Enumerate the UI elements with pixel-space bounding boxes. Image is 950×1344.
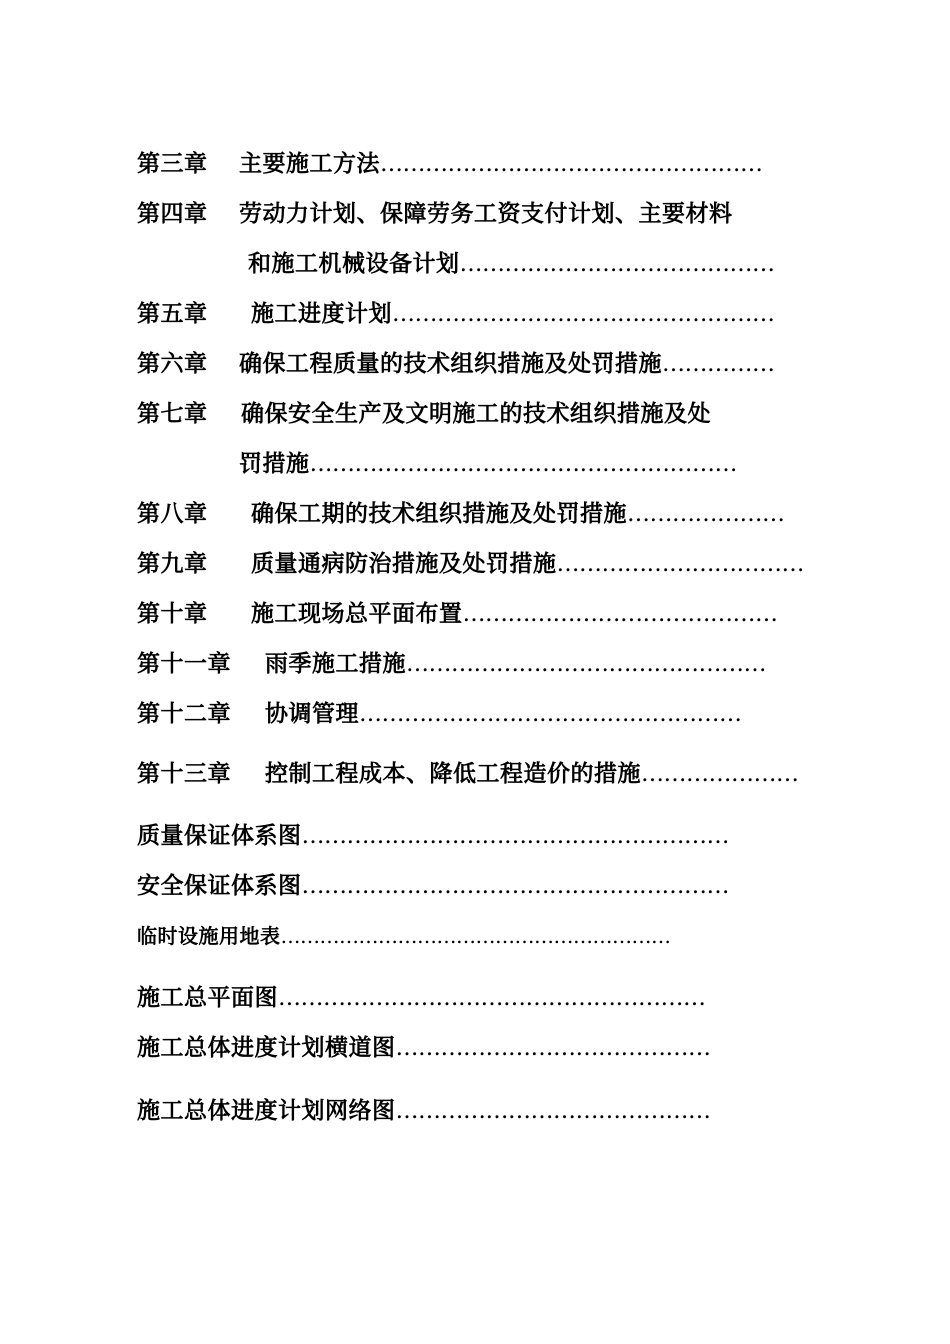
chapter-title: 主要施工方法 [239, 150, 380, 177]
dot-leader: ………………… [627, 501, 785, 527]
chapter-title: 确保安全生产及文明施工的技术组织措施及处 [241, 400, 711, 427]
dot-leader: …………………………………………… [380, 151, 763, 177]
chapter-number: 第八章 [137, 500, 208, 527]
toc-entry-chapter-3[interactable] [137, 149, 763, 179]
chapter-number: 第十三章 [137, 760, 231, 787]
toc-entry-safety-system-chart[interactable] [137, 871, 729, 901]
toc-entry-quality-system-chart[interactable] [137, 821, 729, 851]
toc-entry-temporary-facilities-table[interactable] [137, 921, 671, 951]
entry-title: 施工总平面图 [137, 984, 278, 1011]
chapter-number: 第十一章 [137, 650, 231, 677]
entry-title: 施工总体进度计划网络图 [137, 1097, 396, 1124]
chapter-number: 第九章 [137, 550, 208, 577]
toc-entry-chapter-9[interactable] [137, 549, 804, 579]
toc-entry-chapter-11[interactable] [137, 649, 766, 679]
chapter-title: 协调管理 [265, 700, 359, 727]
toc-entry-chapter-12[interactable] [137, 699, 742, 729]
chapter-number: 第五章 [137, 300, 208, 327]
dot-leader: …………………………………… [395, 1035, 711, 1061]
chapter-title: 质量通病防治措施及处罚措施 [251, 550, 557, 577]
entry-title: 安全保证体系图 [137, 872, 302, 899]
chapter-number: 第十章 [137, 600, 208, 627]
dot-leader: …………………………… [556, 551, 804, 577]
toc-entry-site-plan[interactable] [137, 983, 706, 1013]
entry-title: 质量保证体系图 [137, 822, 302, 849]
dot-leader: …………………………………………… [392, 301, 775, 327]
dot-leader: …………………………………………… [359, 701, 742, 727]
dot-leader: …………………………………………………… [280, 924, 671, 948]
chapter-number: 第十二章 [137, 700, 231, 727]
toc-entry-chapter-7-cont[interactable] [239, 449, 737, 479]
toc-entry-gantt-chart[interactable] [137, 1033, 711, 1063]
chapter-title: 施工现场总平面布置 [251, 600, 463, 627]
chapter-title: 确保工程质量的技术组织措施及处罚措施 [239, 350, 662, 377]
chapter-title: 施工进度计划 [251, 300, 392, 327]
toc-entry-chapter-13[interactable] [137, 759, 799, 789]
toc-entry-chapter-6[interactable] [137, 349, 775, 379]
chapter-title: 劳动力计划、保障劳务工资支付计划、主要材料 [239, 200, 733, 227]
dot-leader: ………………………………………………… [301, 823, 729, 849]
chapter-number: 第三章 [137, 150, 208, 177]
dot-leader: ………………………………………… [406, 651, 766, 677]
toc-entry-chapter-10[interactable] [137, 599, 778, 629]
chapter-title: 控制工程成本、降低工程造价的措施 [265, 760, 641, 787]
toc-entry-network-diagram[interactable] [137, 1096, 711, 1126]
dot-leader: …………… [662, 351, 775, 377]
chapter-number: 第四章 [137, 200, 208, 227]
dot-leader: …………………………………… [395, 1098, 711, 1124]
toc-entry-chapter-4-cont[interactable] [248, 249, 775, 279]
chapter-title: 雨季施工措施 [265, 650, 406, 677]
dot-leader: …………………………………… [459, 251, 775, 277]
entry-title: 临时设施用地表 [137, 924, 281, 948]
chapter-title: 确保工期的技术组织措施及处罚措施 [251, 500, 627, 527]
toc-entry-chapter-5[interactable] [137, 299, 775, 329]
chapter-title: 罚措施 [239, 450, 310, 477]
dot-leader: ………………………………………………… [278, 985, 706, 1011]
toc-entry-chapter-8[interactable] [137, 499, 785, 529]
toc-entry-chapter-7[interactable] [137, 399, 711, 429]
chapter-number: 第七章 [137, 400, 208, 427]
chapter-number: 第六章 [137, 350, 208, 377]
dot-leader: …………………………………… [462, 601, 778, 627]
dot-leader: ………………………………………………… [309, 451, 737, 477]
dot-leader: ………………… [641, 761, 799, 787]
entry-title: 施工总体进度计划横道图 [137, 1034, 396, 1061]
dot-leader: ………………………………………………… [301, 873, 729, 899]
chapter-title: 和施工机械设备计划 [248, 250, 460, 277]
toc-entry-chapter-4[interactable] [137, 199, 733, 229]
